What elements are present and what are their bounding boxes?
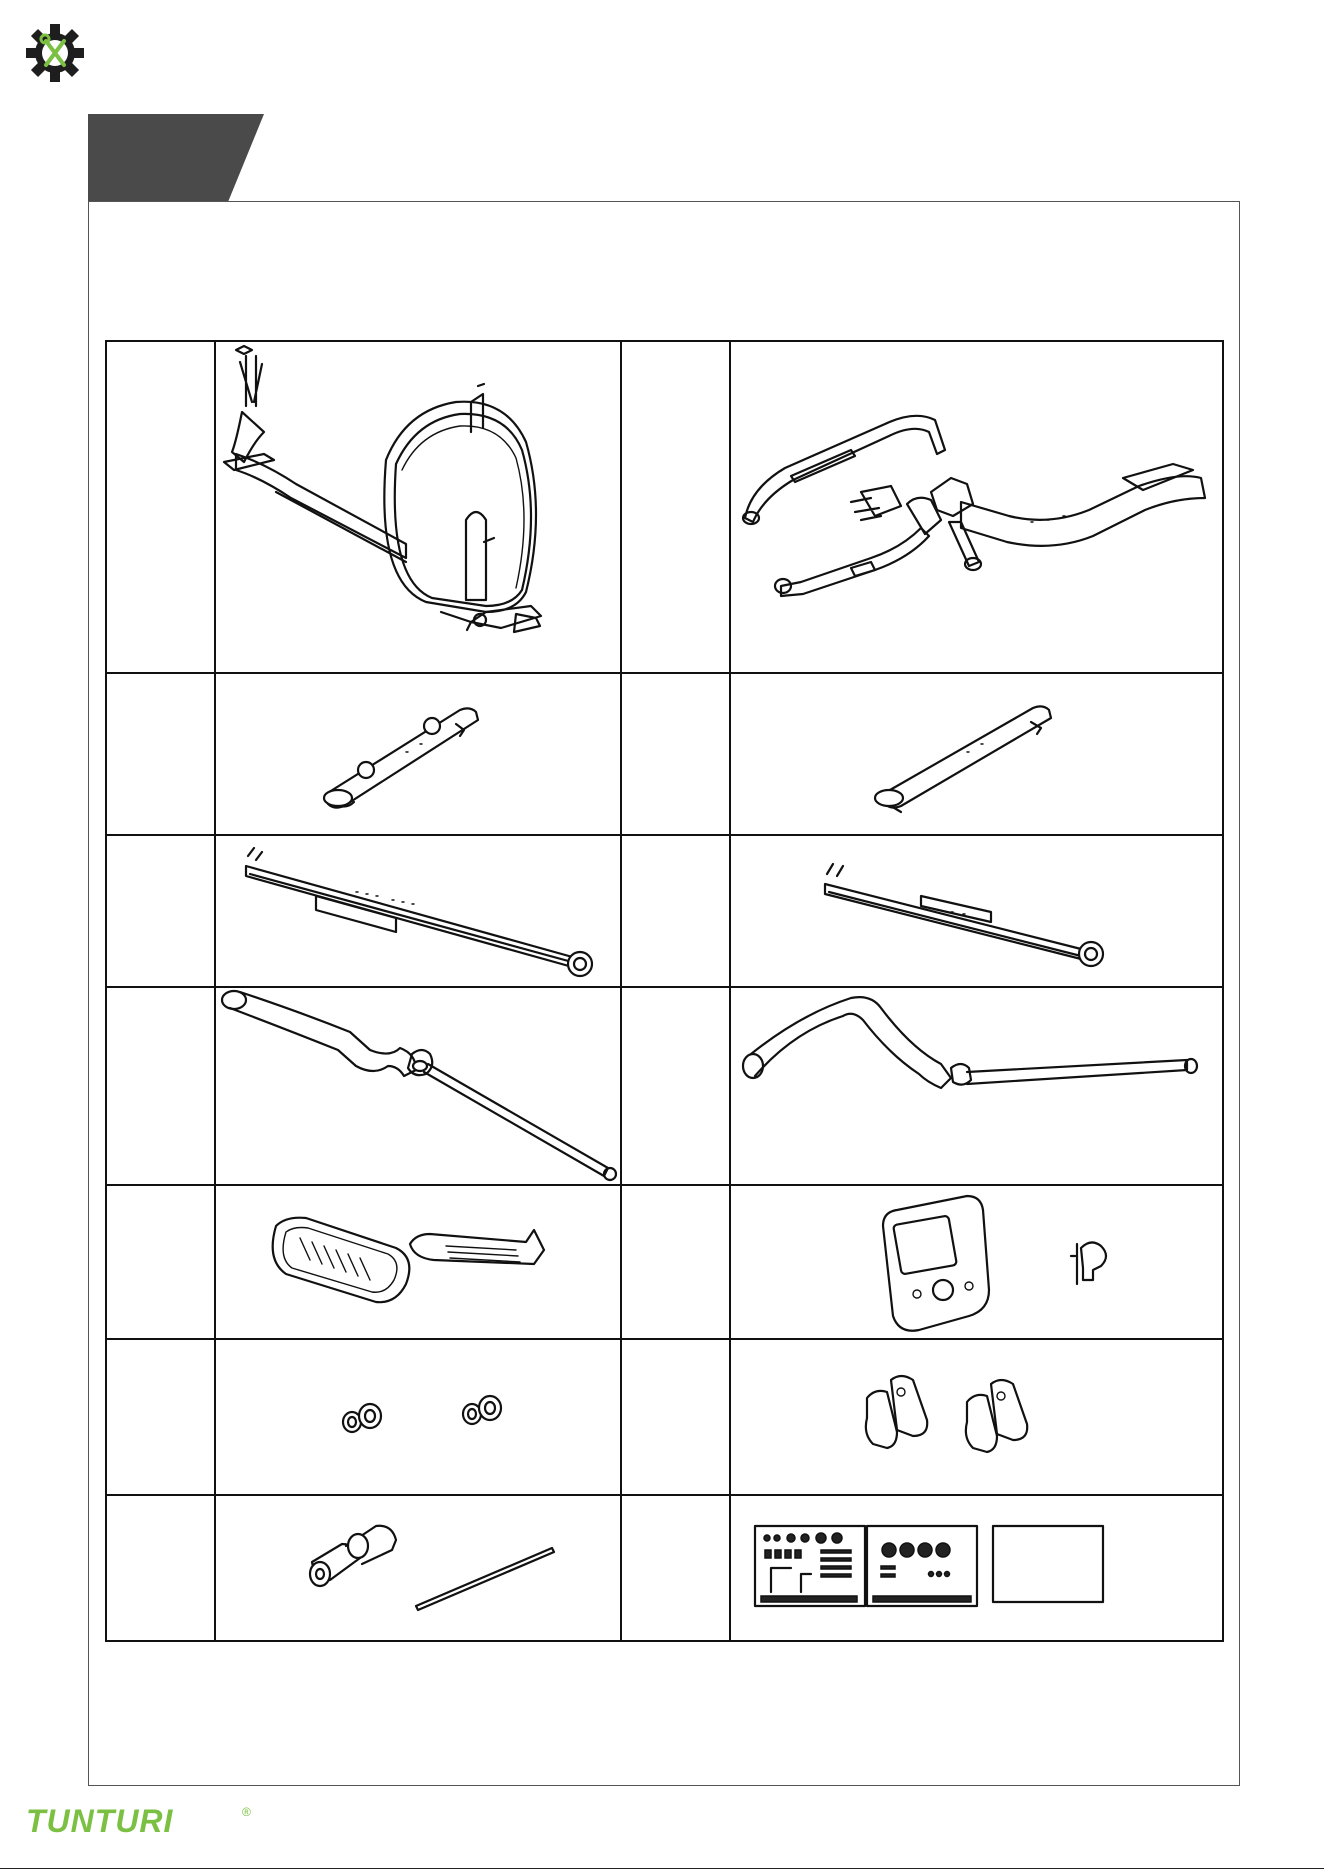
brand-logo — [24, 1800, 264, 1840]
table-divider — [620, 342, 622, 1640]
wrench-screwdriver-gear-icon — [26, 24, 84, 82]
console-illustration — [731, 1186, 1224, 1338]
hardware-cards-illustration — [731, 1496, 1224, 1640]
front-stabilizer-illustration — [216, 674, 620, 834]
right-pedal-arm-illustration — [731, 836, 1224, 986]
section-header-tab — [88, 114, 264, 202]
pedal-arm-covers-illustration — [731, 1340, 1224, 1494]
bushings-illustration — [216, 1340, 620, 1494]
left-pedal-arm-illustration — [216, 836, 620, 986]
footer-divider — [0, 1868, 1324, 1869]
brand-registered-mark: ® — [242, 1805, 251, 1819]
main-frame-illustration — [216, 342, 620, 672]
left-swing-arm-illustration — [216, 988, 620, 1184]
axle-sleeve-rod-illustration — [216, 1496, 620, 1640]
parts-table — [105, 340, 1224, 1642]
brand-name: TUNTURI — [26, 1803, 174, 1839]
right-swing-arm-illustration — [731, 988, 1224, 1184]
pedal-footplates-illustration — [216, 1186, 620, 1338]
handlebar-mast-illustration — [731, 342, 1224, 672]
rear-stabilizer-illustration — [731, 674, 1224, 834]
